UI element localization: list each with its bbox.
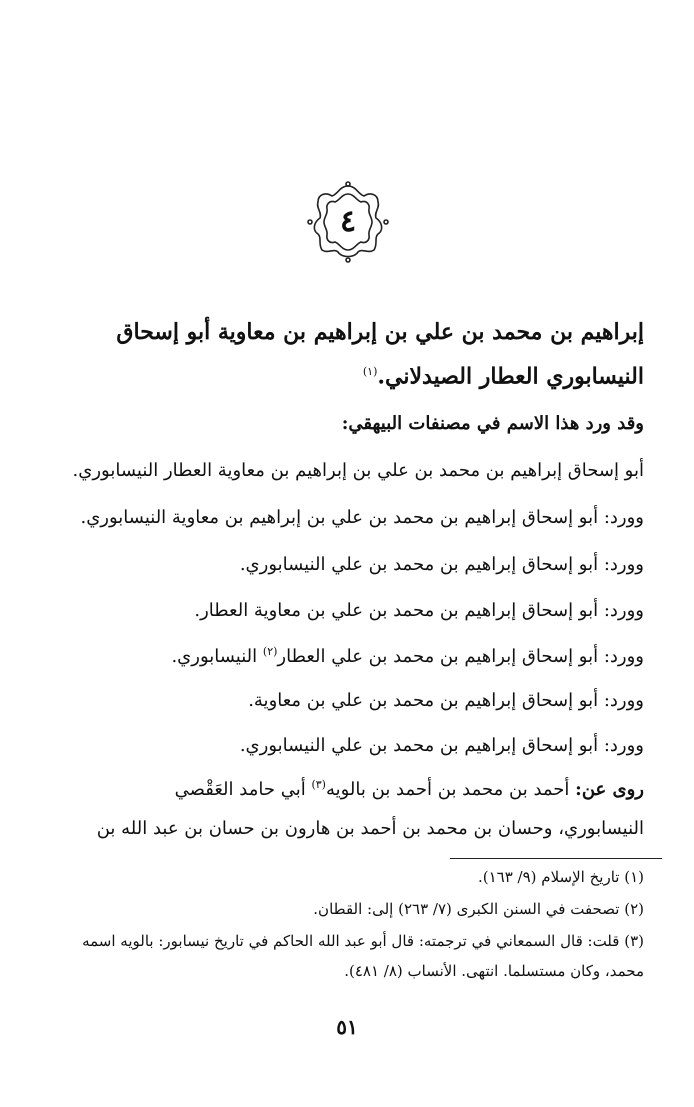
chapter-ornament — [306, 180, 390, 264]
heading-text-2: النيسابوري العطار الصيدلاني. — [377, 363, 644, 390]
chapter-number: ٤ — [339, 204, 357, 239]
footnote-ref-1: (١) — [362, 365, 378, 378]
page-number: ٥١ — [336, 1015, 358, 1039]
riwaya-line-1 — [44, 778, 644, 800]
footnote-ref-3: (٣) — [311, 778, 326, 791]
footnote-3 — [44, 932, 644, 950]
footnote-1-num: (١) — [624, 868, 644, 886]
name-variant-6: وورد: أبو إسحاق إبراهيم بن محمد بن علي بن معاوية. — [248, 690, 644, 711]
footnote-2-text: تصحفت في السنن الكبرى (٧/ ٢٦٣) إلى: القطان. — [313, 900, 620, 918]
heading-line-2 — [44, 352, 644, 396]
riwaya-line-2: النيسابوري، وحسان بن محمد بن أحمد بن هارون بن حسان بن عبد الله بن — [96, 818, 644, 839]
footnote-separator — [450, 858, 662, 859]
name-variant-5-text: وورد: أبو إسحاق إبراهيم بن محمد بن علي العطار — [277, 646, 644, 667]
footnote-ref-2: (٢) — [262, 645, 278, 658]
footnote-3-text: قلت: قال السمعاني في ترجمته: قال أبو عبد الله الحاكم في تاريخ نيسابور: بالويه اسمه — [82, 932, 620, 950]
footnote-2 — [44, 900, 644, 918]
footnote-1 — [44, 868, 644, 886]
footnote-2-num: (٢) — [624, 900, 644, 918]
footnote-3-num: (٣) — [624, 932, 644, 950]
name-variant-4: وورد: أبو إسحاق إبراهيم بن محمد بن علي بن معاوية العطار. — [194, 600, 644, 621]
footnote-1-text: تاريخ الإسلام (٩/ ١٦٣). — [477, 868, 620, 886]
riwaya-text-1: أحمد بن محمد بن أحمد بن بالويه — [325, 779, 576, 800]
name-variant-2: وورد: أبو إسحاق إبراهيم بن محمد بن علي بن إبراهيم بن معاوية النيسابوري. — [80, 507, 644, 528]
name-variant-5-tail: النيسابوري. — [171, 646, 263, 667]
name-variant-3: وورد: أبو إسحاق إبراهيم بن محمد بن علي النيسابوري. — [239, 554, 644, 575]
name-variant-5 — [44, 645, 644, 667]
footnote-3-continuation: محمد، وكان مستسلما. انتهى. الأنساب (٨/ ٤٨١). — [344, 962, 644, 980]
riwaya-text-2: أبي حامد العَقْصي — [174, 779, 312, 800]
intro-line: وقد ورد هذا الاسم في مصنفات البيهقي: — [341, 413, 644, 434]
name-variant-1: أبو إسحاق إبراهيم بن محمد بن علي بن إبراهيم بن معاوية العطار النيسابوري. — [72, 460, 644, 481]
heading-line-1 — [44, 312, 644, 352]
riwaya-label: روى عن: — [575, 779, 644, 800]
heading-text-1: إبراهيم بن محمد بن علي بن إبراهيم بن معاوية أبو إسحاق — [116, 319, 644, 345]
name-variant-7: وورد: أبو إسحاق إبراهيم بن محمد بن علي النيسابوري. — [239, 735, 644, 756]
